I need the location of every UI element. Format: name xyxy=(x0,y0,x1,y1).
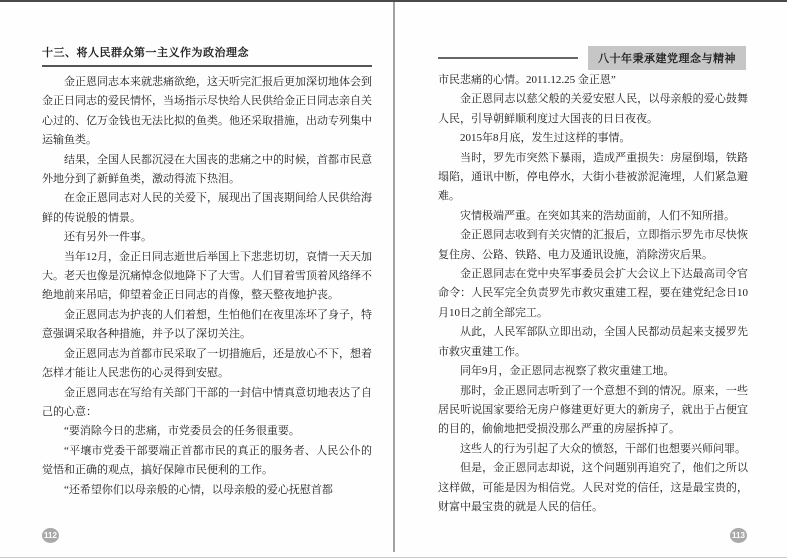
paragraph: 2015年8月底，发生过这样的事情。 xyxy=(460,132,631,145)
right-page-section-header: 八十年秉承建党理念与精神 xyxy=(588,46,746,70)
paragraph: 金正恩同志为首都市民采取了一切措施后，还是放心不下，想着怎样才能让人民悲伤的心灵得到安慰。 xyxy=(42,347,372,380)
paragraph: 当时，罗先市突然下暴雨，造成严重损失：房屋倒塌，铁路塌陷，通讯中断，停电停水，大街小巷被淤泥淹埋，人们紧急避难。 xyxy=(438,151,748,203)
paragraph: 同年9月，金正恩同志视察了救灾重建工地。 xyxy=(460,365,675,378)
paragraph: “要消除今日的悲痛，市党委员会的任务很重要。 xyxy=(64,425,300,438)
paragraph: 从此，人民军部队立即出动，全国人民都动员起来支援罗先市救灾重建工作。 xyxy=(438,326,748,358)
paragraph: 这些人的行为引起了大众的愤怒，干部们也想要兴师问罪。 xyxy=(460,442,746,455)
paragraph: 金正恩同志在写给有关部门干部的一封信中情真意切地表达了自己的心意： xyxy=(42,386,372,418)
paragraph: “还希望你们以母亲般的心情，以母亲般的爱心抚慰首都 xyxy=(64,483,333,496)
paragraph: 还有另外一件事。 xyxy=(64,231,152,244)
paragraph: 金正恩同志为护丧的人们着想，生怕他们在夜里冻坏了身子，特意强调采取各种措施，并予以了深切关注。 xyxy=(42,308,372,341)
left-page-number-badge: 112 xyxy=(42,528,59,543)
paragraph: 那时，金正恩同志听到了一个意想不到的情况。原来，一些居民听说国家要给无房户修建更好更大的新房子，就出于占便宜的目的，偷偷地把受损没那么严重的房屋拆掉了。 xyxy=(438,384,748,436)
right-page-body-text xyxy=(438,71,748,517)
paragraph: 金正恩同志以慈父般的关爱安慰人民，以母亲般的爱心鼓舞人民，引导朝鲜顺利度过大国丧的日日夜夜。 xyxy=(438,93,748,125)
paragraph: 金正恩同志在党中央军事委员会扩大会议上下达最高司令官命令：人民军完全负责罗先市救灾重建工程，要在建党纪念日10月10日之前全部完工。 xyxy=(438,268,748,319)
right-page-number-badge: 113 xyxy=(730,528,747,543)
left-page-chapter-header: 十三、将人民群众第一主义作为政治理念 xyxy=(42,44,372,67)
paragraph: 在金正恩同志对人民的关爱下，展现出了国丧期间给人民供给海鲜的传说般的情景。 xyxy=(42,192,372,224)
paragraph: 金正恩同志本来就悲痛欲绝，这天听完汇报后更加深切地体会到金正日同志的爱民情怀，当场指示尽快给人民供给金正日同志亲自关心过的、亿万金钱也无法比拟的鱼类。他还采取措施，出动专列集中运输鱼类。 xyxy=(42,76,372,147)
right-page-header xyxy=(438,46,746,70)
paragraph: 但是，金正恩同志却说，这个问题别再追究了，他们之所以这样做，可能是因为相信党。人民对党的信任，这是最宝贵的，财富中最宝贵的就是人民的信任。 xyxy=(438,462,748,513)
paragraph: “平壤市党委干部要端正首都市民的真正的服务者、人民公仆的觉悟和正确的观点，搞好保障市民便利的工作。 xyxy=(42,444,372,477)
left-page-body-text xyxy=(42,73,372,500)
paragraph: 灾情极端严重。在突如其来的浩劫面前，人们不知所措。 xyxy=(460,209,735,222)
page-gutter-divider xyxy=(393,2,395,552)
right-header-rule xyxy=(438,57,578,59)
paragraph: 当年12月，金正日同志逝世后举国上下悲悲切切，哀情一天天加大。老天也像是沉痛悼念似地降下了大雪。人们冒着雪顶着风络绎不绝地前来吊唁，仰望着金正日同志的肖像，整天整夜地护丧。 xyxy=(42,250,372,302)
paragraph: 市民悲痛的心情。2011.12.25 金正恩” xyxy=(438,74,616,86)
paragraph: 结果，全国人民都沉浸在大国丧的悲痛之中的时候，首都市民意外地分到了新鲜鱼类，激动得流下热泪。 xyxy=(42,153,372,186)
paragraph: 金正恩同志收到有关灾情的汇报后，立即指示罗先市尽快恢复住房、公路、铁路、电力及通讯设施，消除涝灾后果。 xyxy=(438,229,748,261)
